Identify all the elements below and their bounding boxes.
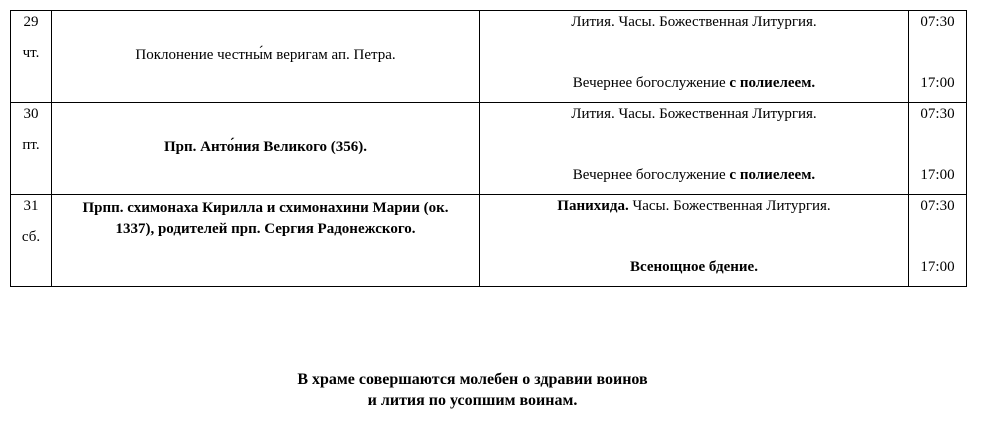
table-row bbox=[11, 195, 967, 287]
time-cell bbox=[909, 11, 967, 103]
evening-service-text: Вечернее богослужение bbox=[572, 167, 730, 183]
evening-service bbox=[480, 75, 908, 92]
weekday: сб. bbox=[21, 229, 41, 245]
morning-service bbox=[480, 106, 908, 123]
evening-service bbox=[480, 167, 908, 184]
evening-time: 17:00 bbox=[920, 259, 955, 275]
date-number: 31 bbox=[23, 198, 39, 214]
morning-time: 07:30 bbox=[920, 198, 955, 214]
service-cell bbox=[480, 195, 909, 287]
morning-service-bold: Панихида. bbox=[557, 198, 629, 214]
date-cell bbox=[11, 11, 52, 103]
notice-line-1: В храме совершаются молебен о здравии воинов bbox=[297, 371, 648, 388]
weekday: чт. bbox=[22, 45, 40, 61]
morning-time: 07:30 bbox=[920, 14, 955, 30]
morning-service bbox=[480, 14, 908, 31]
morning-time: 07:30 bbox=[920, 106, 955, 122]
feast-cell bbox=[52, 103, 480, 195]
date-cell bbox=[11, 103, 52, 195]
morning-service bbox=[480, 198, 908, 215]
evening-service bbox=[480, 259, 908, 276]
morning-service-text: Лития. Часы. Божественная Литургия. bbox=[571, 106, 817, 122]
time-cell bbox=[909, 103, 967, 195]
evening-service-bold: с полиелеем. bbox=[729, 75, 816, 91]
evening-service-bold: Всенощное бдение. bbox=[630, 259, 758, 275]
feast-cell bbox=[52, 11, 480, 103]
notice-line-2: и лития по усопшим воинам. bbox=[367, 392, 578, 409]
date-number: 30 bbox=[23, 106, 39, 122]
morning-service-text: Часы. Божественная Литургия. bbox=[628, 198, 831, 214]
date-number: 29 bbox=[23, 14, 39, 30]
feast-title: Прпп. схимонаха Кирилла и схимонахини Марии (ок. 1337), родителей прп. Сергия Радонежского. bbox=[82, 200, 449, 237]
feast-cell bbox=[52, 195, 480, 287]
prayer-notice bbox=[0, 369, 945, 411]
date-cell bbox=[11, 195, 52, 287]
schedule-table bbox=[10, 10, 967, 287]
feast-title: Поклонение честны́м веригам ап. Петра. bbox=[135, 47, 396, 63]
evening-time: 17:00 bbox=[920, 75, 955, 91]
feast-title: Прп. Анто́ния Великого (356). bbox=[163, 139, 368, 155]
weekday: пт. bbox=[22, 137, 40, 153]
morning-service-text: Лития. Часы. Божественная Литургия. bbox=[571, 14, 817, 30]
time-cell bbox=[909, 195, 967, 287]
evening-time: 17:00 bbox=[920, 167, 955, 183]
evening-service-bold: с полиелеем. bbox=[729, 167, 816, 183]
service-cell bbox=[480, 103, 909, 195]
service-cell bbox=[480, 11, 909, 103]
table-row bbox=[11, 11, 967, 103]
evening-service-text: Вечернее богослужение bbox=[572, 75, 730, 91]
table-row bbox=[11, 103, 967, 195]
